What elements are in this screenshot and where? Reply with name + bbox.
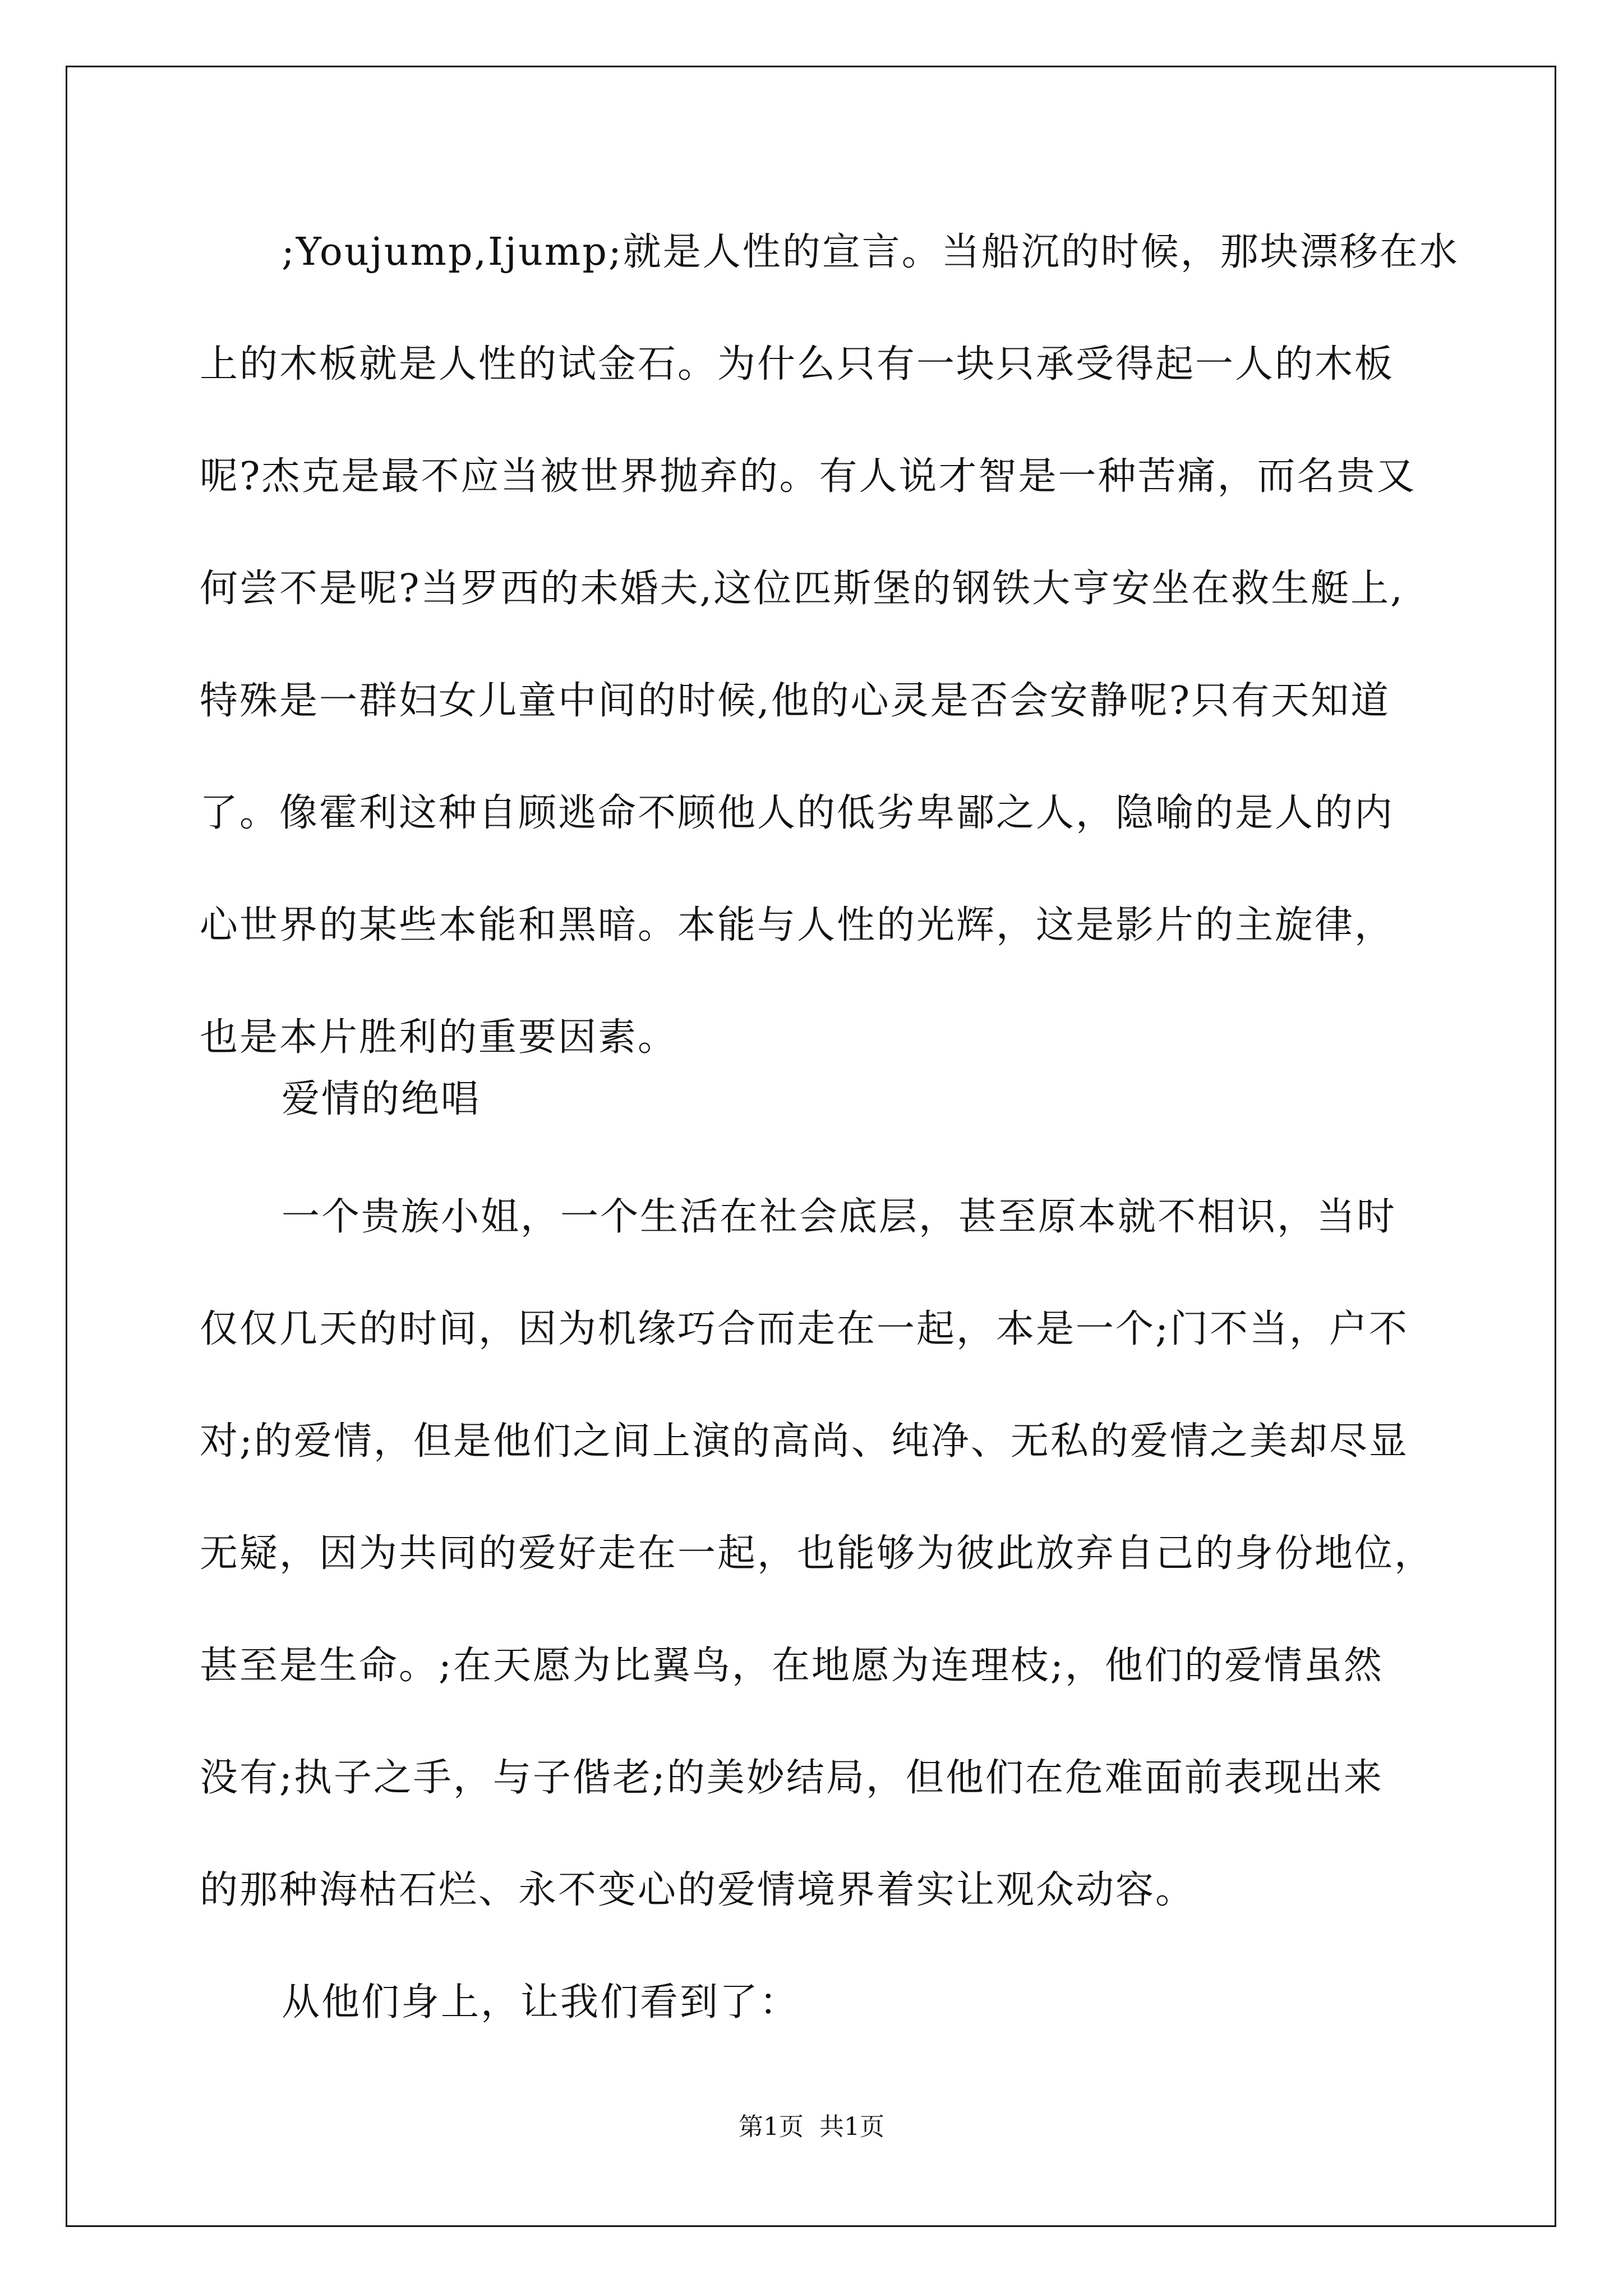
paragraph-line: 了。像霍利这种自顾逃命不顾他人的低劣卑鄙之人，隐喻的是人的内 — [200, 791, 1395, 835]
paragraph-line: 一个贵族小姐，一个生活在社会底层，甚至原本就不相识，当时 — [282, 1195, 1397, 1239]
page-total: 共1页 — [819, 2113, 884, 2141]
paragraph-line: 何尝不是呢?当罗西的未婚夫,这位匹斯堡的钢铁大亨安坐在救生艇上, — [200, 567, 1404, 611]
paragraph-line: 上的木板就是人性的试金石。为什么只有一块只承受得起一人的木板 — [200, 342, 1395, 386]
paragraph-line: 甚至是生命。;在天愿为比翼鸟，在地愿为连理枝;，他们的爱情虽然 — [200, 1644, 1384, 1688]
paragraph-line: 从他们身上，让我们看到了： — [282, 1980, 800, 2024]
page-number: 第1页 — [739, 2113, 804, 2141]
paragraph-line: 对;的爱情，但是他们之间上演的高尚、纯净、无私的爱情之美却尽显 — [200, 1419, 1409, 1464]
paragraph-line: 无疑，因为共同的爱好走在一起，也能够为彼此放弃自己的身份地位， — [200, 1531, 1435, 1576]
paragraph-line: 呢?杰克是最不应当被世界抛弃的。有人说才智是一种苦痛，而名贵又 — [200, 454, 1417, 499]
paragraph-line: 的那种海枯石烂、永不变心的爱情境界着实让观众动容。 — [200, 1868, 1196, 1912]
paragraph-line: 也是本片胜利的重要因素。 — [200, 1015, 678, 1060]
page-footer — [0, 2110, 1623, 2144]
paragraph-line: 特殊是一群妇女儿童中间的时候,他的心灵是否会安静呢?只有天知道 — [200, 679, 1391, 723]
section-heading: 爱情的绝唱 — [282, 1077, 481, 1121]
paragraph-line: 仅仅几天的时间，因为机缘巧合而走在一起，本是一个;门不当，户不 — [200, 1307, 1409, 1351]
paragraph-line: 心世界的某些本能和黑暗。本能与人性的光辉，这是影片的主旋律， — [200, 903, 1395, 947]
paragraph-line: ;Youjump,Ijump;就是人性的宣言。当船沉的时候，那块漂移在水 — [282, 230, 1459, 274]
paragraph-line: 没有;执子之手，与子偕老;的美妙结局，但他们在危难面前表现出来 — [200, 1756, 1384, 1800]
